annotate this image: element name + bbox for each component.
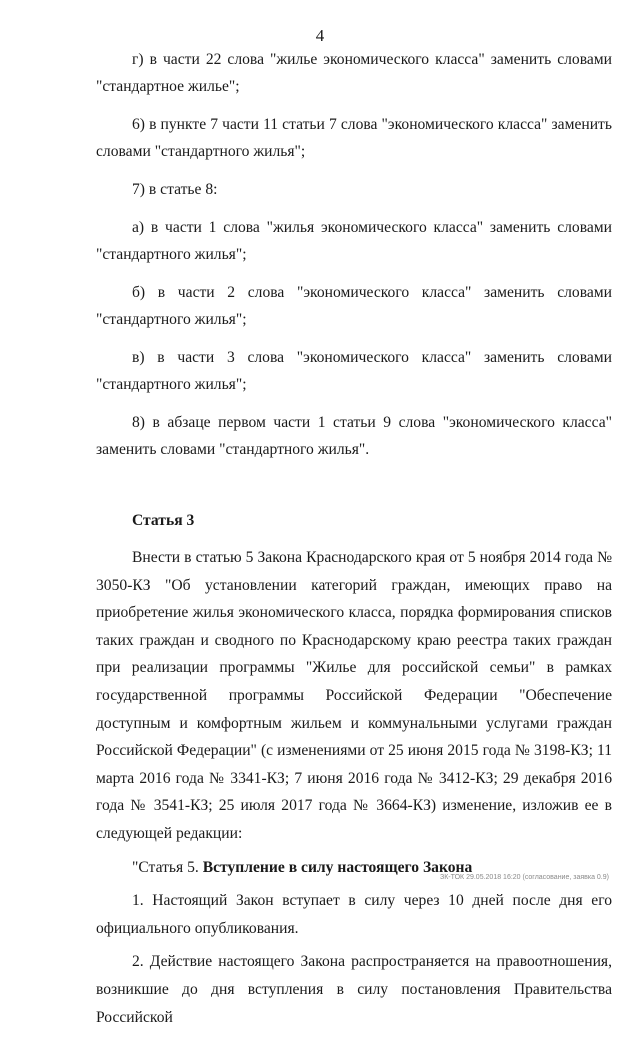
paragraph-item-7a: а) в части 1 слова "жилья экономического класса" заменить словами "стандартного жилья";: [96, 219, 612, 263]
article-body: Внести в статью 5 Закона Краснодарского края от 5 ноября 2014 года № 3050-КЗ "Об установлении категорий граждан, имеющих право на приобретение жилья экономического класса, порядка формирования списков таких граждан и сводного по Краснодарскому краю реестра таких граждан при реализации программы "Жилье для российской семьи" в рамках государственной программы Российской Федерации "Обеспечение доступным и комфортным жильем и коммунальными услугами граждан Российской Федерации" (с изменениями от 25 июня 2015 года № 3198-КЗ; 11 марта 2016 года № 3341-КЗ; 7 июня 2016 года № 3412-КЗ; 29 декабря 2016 года № 3541-КЗ; 25 июля 2017 года № 3664-КЗ) изменение, изложив ее в следующей редакции:: [96, 549, 612, 842]
quoted-article-prefix: "Статья 5.: [132, 858, 199, 876]
footer-stamp: ЗК-ТОК 29.05.2018 16:20 (согласование, заявка 0.9): [440, 874, 609, 881]
paragraph-item-8: 8) в абзаце первом части 1 статьи 9 слова "экономического класса" заменить словами "стандартного жилья".: [96, 414, 612, 458]
document-body: [96, 46, 612, 1037]
clause-2: 2. Действие настоящего Закона распространяется на правоотношения, возникшие до дня вступления в силу постановления Правительства Российской: [96, 953, 612, 1026]
paragraph-item-g: г) в части 22 слова "жилье экономического класса" заменить словами "стандартное жилье";: [96, 51, 612, 95]
paragraph-item-6: 6) в пункте 7 части 11 статьи 7 слова "экономического класса" заменить словами "стандартного жилья";: [96, 116, 612, 160]
article-heading: Статья 3: [132, 512, 195, 529]
paragraph-item-7b: б) в части 2 слова "экономического класса" заменить словами "стандартного жилья";: [96, 284, 612, 328]
paragraph-item-7: 7) в статье 8:: [132, 181, 218, 198]
clause-1: 1. Настоящий Закон вступает в силу через 10 дней после дня его официального опубликования.: [96, 892, 612, 937]
quoted-article-name: Вступление в силу настоящего Закона: [202, 858, 473, 876]
paragraph-item-7v: в) в части 3 слова "экономического класса" заменить словами "стандартного жилья";: [96, 349, 612, 393]
page-number: 4: [315, 26, 325, 45]
